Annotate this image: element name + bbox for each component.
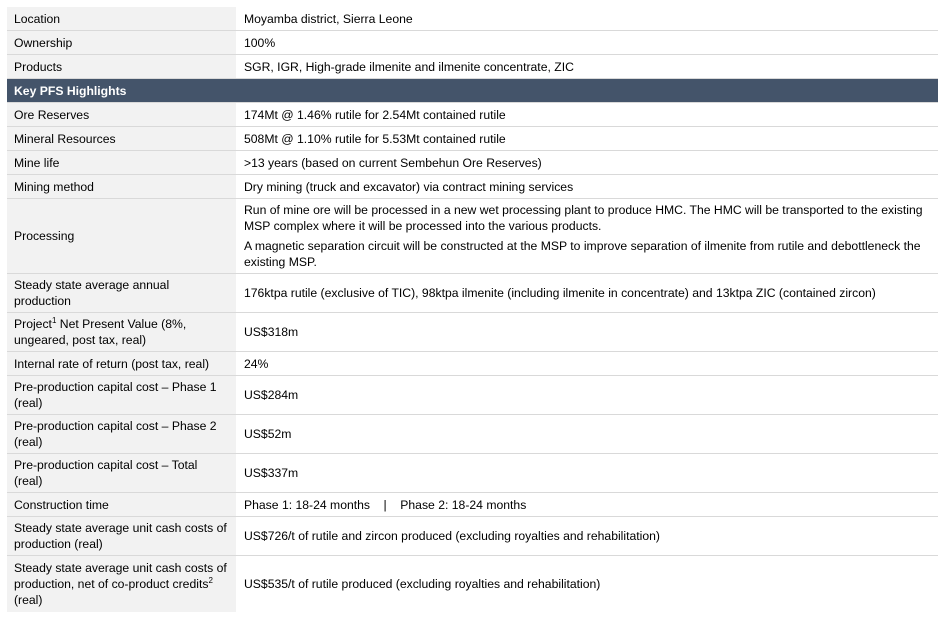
row-label: Ore Reserves <box>7 103 236 126</box>
row-value <box>236 199 938 273</box>
row-label: Mineral Resources <box>7 127 236 150</box>
row-value: 176ktpa rutile (exclusive of TIC), 98ktpa ilmenite (including ilmenite in concentrate) and 13ktpa ZIC (contained zircon) <box>244 286 876 300</box>
row-value: US$284m <box>244 388 299 402</box>
row-label: Pre-production capital cost – Phase 1 (real) <box>7 376 236 414</box>
row-label: Location <box>7 7 236 30</box>
table-row <box>7 376 938 415</box>
row-value: US$318m <box>244 325 299 339</box>
row-label: Processing <box>7 199 236 273</box>
row-label <box>7 556 236 612</box>
cash-cost-net-label-text: Steady state average unit cash costs of production, net of co-product credits <box>14 561 227 591</box>
row-label: Pre-production capital cost – Phase 2 (real) <box>7 415 236 453</box>
table-row <box>7 7 938 31</box>
processing-paragraph-2: A magnetic separation circuit will be constructed at the MSP to improve separation of ilmenite from rutile and debottleneck the existing MSP. <box>244 239 921 269</box>
table-row <box>7 127 938 151</box>
npv-label-text: Project <box>14 317 52 331</box>
row-value: US$52m <box>244 427 292 441</box>
table-row <box>7 493 938 517</box>
row-value: SGR, IGR, High-grade ilmenite and ilmenite concentrate, ZIC <box>244 59 574 74</box>
row-value: US$535/t of rutile produced (excluding royalties and rehabilitation) <box>244 577 601 591</box>
table-row <box>7 31 938 55</box>
row-value: Moyamba district, Sierra Leone <box>244 11 413 26</box>
row-value: US$337m <box>244 466 299 480</box>
row-value: Dry mining (truck and excavator) via contract mining services <box>244 179 574 194</box>
table-row <box>7 352 938 376</box>
table-row <box>7 175 938 199</box>
row-label: Steady state average annual production <box>7 274 236 312</box>
row-label: Internal rate of return (post tax, real) <box>7 352 236 375</box>
section-header: Key PFS Highlights <box>7 79 938 103</box>
table-row <box>7 313 938 352</box>
row-value: 174Mt @ 1.46% rutile for 2.54Mt contained rutile <box>244 107 506 122</box>
cash-cost-net-label-text-cont: (real) <box>14 593 43 607</box>
row-value: 508Mt @ 1.10% rutile for 5.53Mt contained rutile <box>244 131 506 146</box>
footnote-marker: 2 <box>208 575 213 585</box>
row-label: Construction time <box>7 493 236 516</box>
row-value: >13 years (based on current Sembehun Ore Reserves) <box>244 155 542 170</box>
npv-label-text-cont: Net Present Value (8%, ungeared, post tax, real) <box>14 317 187 347</box>
table-row <box>7 556 938 612</box>
row-label: Ownership <box>7 31 236 54</box>
row-label: Steady state average unit cash costs of production (real) <box>7 517 236 555</box>
table-row <box>7 55 938 79</box>
row-label: Products <box>7 55 236 78</box>
row-label: Pre-production capital cost – Total (real) <box>7 454 236 492</box>
row-value: Phase 1: 18-24 months | Phase 2: 18-24 months <box>244 497 527 512</box>
row-label: Mine life <box>7 151 236 174</box>
table-row <box>7 199 938 274</box>
row-value: 24% <box>244 356 269 371</box>
table-row <box>7 454 938 493</box>
table-row <box>7 274 938 313</box>
row-label: Mining method <box>7 175 236 198</box>
pfs-summary-table <box>7 7 938 612</box>
row-label <box>7 313 236 351</box>
table-row <box>7 517 938 556</box>
row-value: 100% <box>244 35 276 50</box>
table-row <box>7 415 938 454</box>
row-value: US$726/t of rutile and zircon produced (excluding royalties and rehabilitation) <box>244 529 660 543</box>
table-row <box>7 103 938 127</box>
table-row <box>7 151 938 175</box>
processing-paragraph-1: Run of mine ore will be processed in a new wet processing plant to produce HMC. The HMC will be transported to the existing MSP complex where it will be processed into the various products. <box>244 203 923 233</box>
footnote-marker: 1 <box>51 315 57 325</box>
